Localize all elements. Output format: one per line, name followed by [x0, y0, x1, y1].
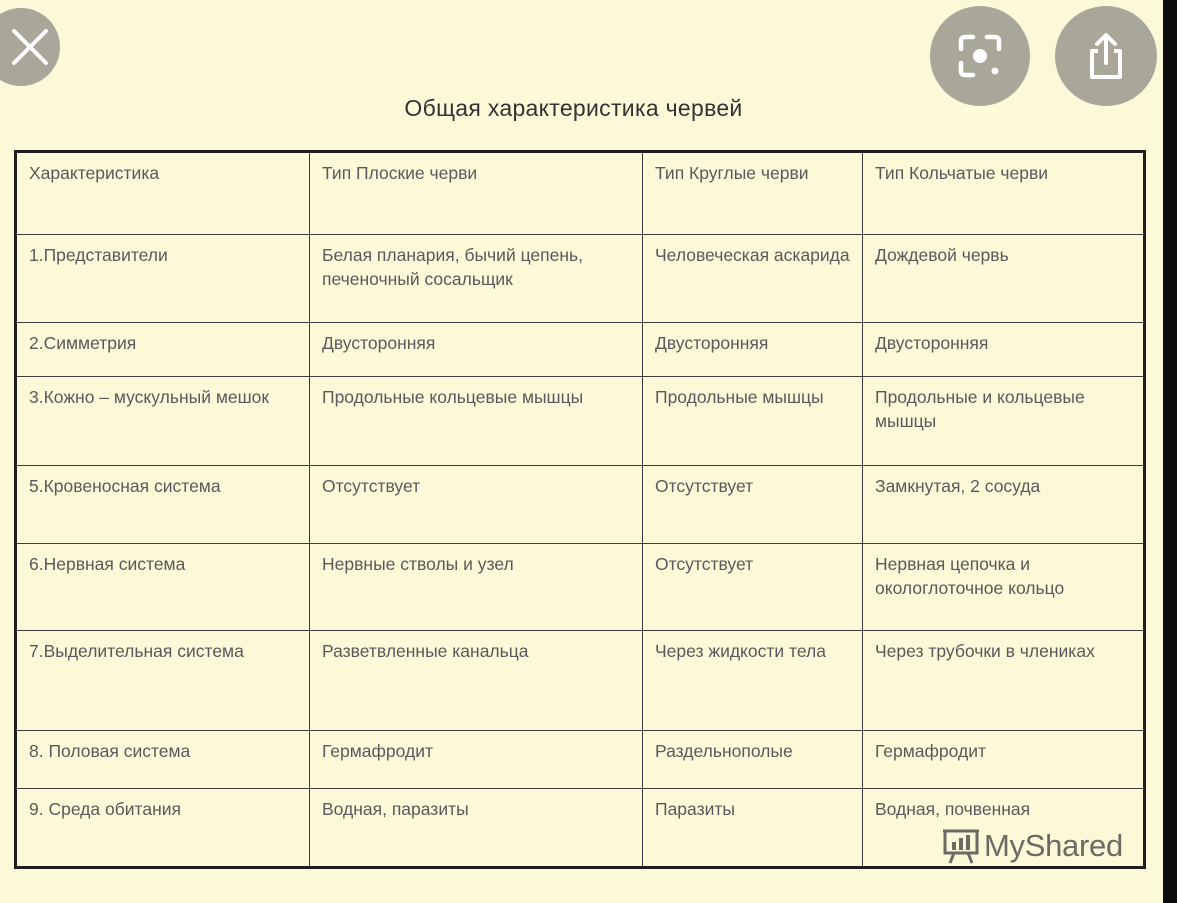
table-cell: Разветвленные канальца — [310, 631, 643, 731]
table-cell: Отсутствует — [643, 466, 863, 544]
myshared-watermark — [942, 828, 1123, 864]
table-cell: Водная, почвенная — [863, 789, 1145, 868]
table-cell: Гермафродит — [310, 731, 643, 789]
table-cell: 1.Представители — [16, 235, 310, 323]
table-cell: 3.Кожно – мускульный мешок — [16, 377, 310, 466]
table-cell: Белая планария, бычий цепень, печеночный сосальщик — [310, 235, 643, 323]
header-cell: Тип Плоские черви — [310, 152, 643, 235]
table-row — [16, 544, 1145, 631]
table-cell: Гермафродит — [863, 731, 1145, 789]
table-cell: Нервная цепочка и окологлоточное кольцо — [863, 544, 1145, 631]
close-button[interactable] — [0, 8, 60, 86]
table-row — [16, 466, 1145, 544]
lens-icon — [955, 31, 1005, 81]
table-cell: Нервные стволы и узел — [310, 544, 643, 631]
table-cell: 5.Кровеносная система — [16, 466, 310, 544]
table-cell: Продольные и кольцевые мышцы — [863, 377, 1145, 466]
header-cell: Тип Круглые черви — [643, 152, 863, 235]
table-cell: Двусторонняя — [863, 323, 1145, 377]
presentation-board-icon — [942, 828, 980, 864]
table-cell: Человеческая аскарида — [643, 235, 863, 323]
table-cell: Двусторонняя — [310, 323, 643, 377]
table-cell: Паразиты — [643, 789, 863, 868]
table-cell: 6.Нервная система — [16, 544, 310, 631]
table-row — [16, 731, 1145, 789]
header-cell: Тип Кольчатые черви — [863, 152, 1145, 235]
table-cell: Раздельнополые — [643, 731, 863, 789]
header-cell: Характеристика — [16, 152, 310, 235]
table-row — [16, 323, 1145, 377]
table-cell: 7.Выделительная система — [16, 631, 310, 731]
table-cell: Водная, паразиты — [310, 789, 643, 868]
table-cell: Дождевой червь — [863, 235, 1145, 323]
table-cell: 8. Половая система — [16, 731, 310, 789]
table-cell: Через трубочки в члениках — [863, 631, 1145, 731]
table-cell: Замкнутая, 2 сосуда — [863, 466, 1145, 544]
screen-edge — [1163, 0, 1177, 903]
table-cell: Продольные мышцы — [643, 377, 863, 466]
table-cell: Отсутствует — [310, 466, 643, 544]
table-row — [16, 235, 1145, 323]
watermark-text: MyShared — [984, 828, 1123, 863]
table-row — [16, 631, 1145, 731]
table-cell: Отсутствует — [643, 544, 863, 631]
table-cell: Продольные кольцевые мышцы — [310, 377, 643, 466]
close-icon — [8, 25, 52, 69]
table-header-row — [16, 152, 1145, 235]
table-cell: Через жидкости тела — [643, 631, 863, 731]
table-row — [16, 377, 1145, 466]
lens-search-button[interactable] — [930, 6, 1030, 106]
table-cell: 2.Симметрия — [16, 323, 310, 377]
table-cell: Двусторонняя — [643, 323, 863, 377]
slide-title: Общая характеристика червей — [404, 95, 743, 121]
table-cell: 9. Среда обитания — [16, 789, 310, 868]
share-button[interactable] — [1055, 6, 1157, 106]
worms-table — [14, 150, 1146, 869]
share-icon — [1084, 31, 1128, 81]
